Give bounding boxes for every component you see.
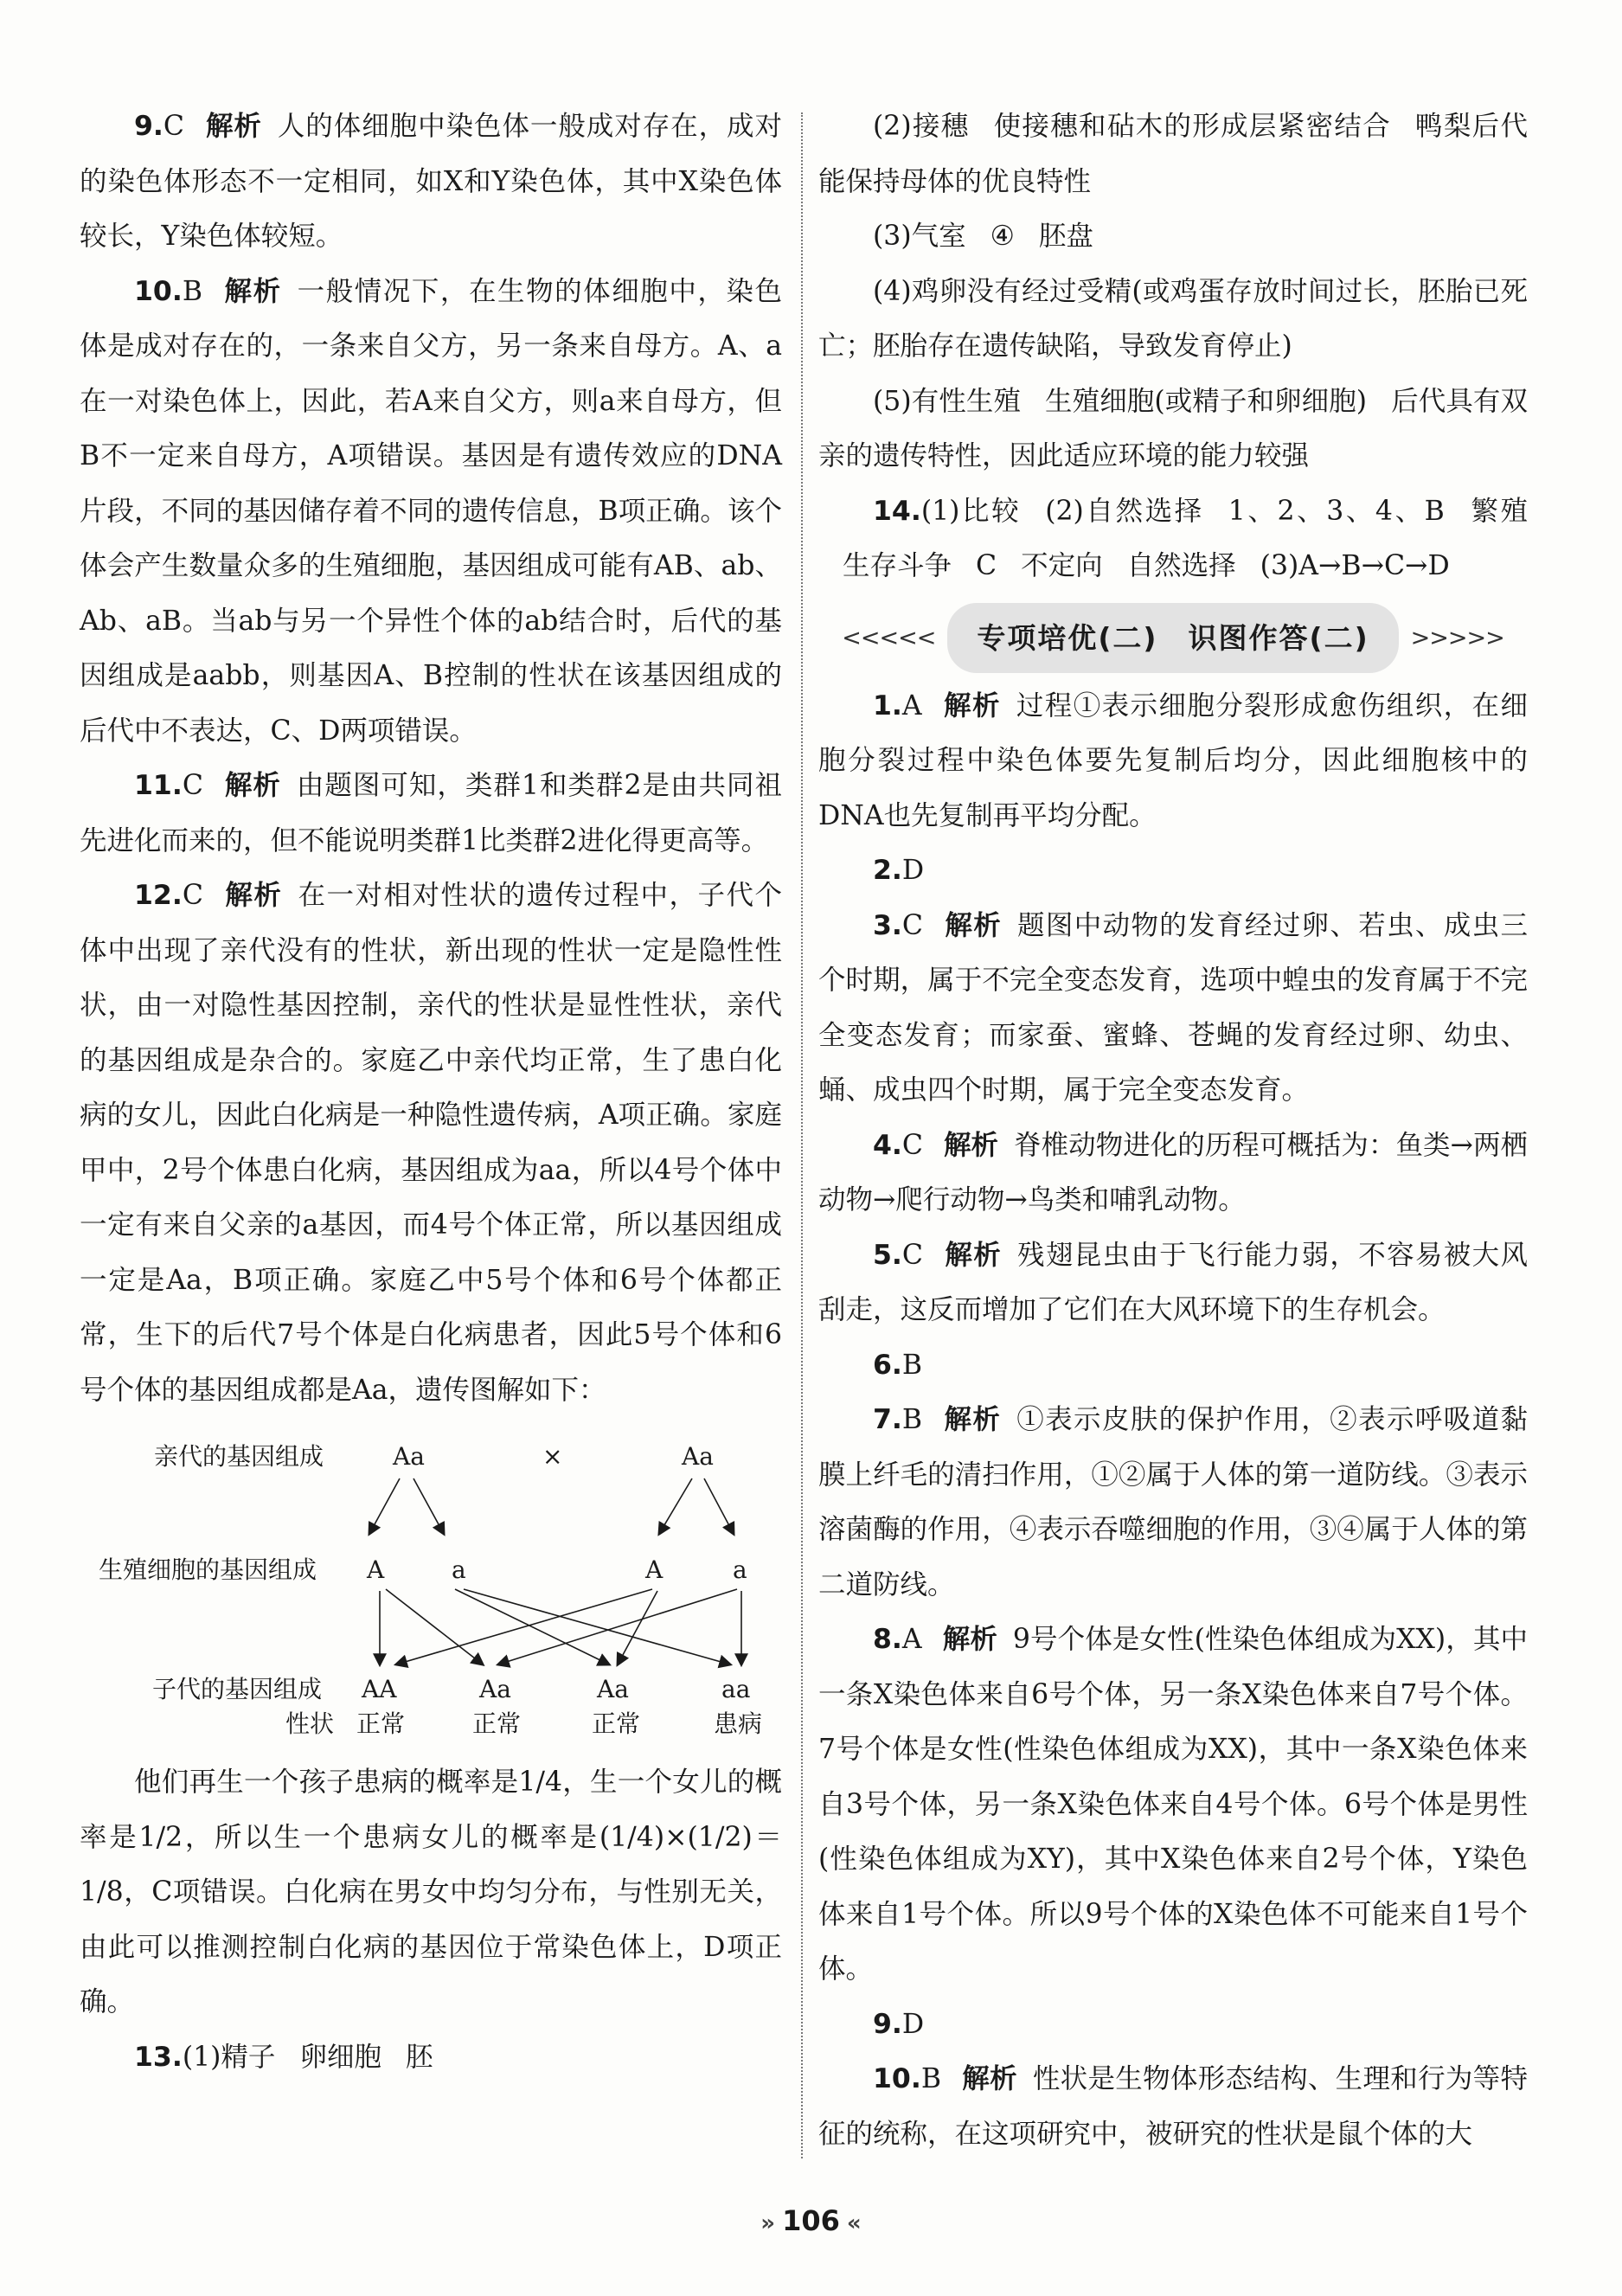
parent-1: Aa <box>393 1442 425 1471</box>
parent-2: Aa <box>682 1442 714 1471</box>
cross-sign: × <box>542 1442 563 1471</box>
offspring: Aa <box>479 1675 511 1703</box>
row-gamete-label: 生殖细胞的基因组成 <box>99 1555 317 1584</box>
arrow-a-aa1 <box>464 1589 730 1664</box>
answer-11: 11.C 解析 由题图可知，类群1和类群2是由共同祖先进化而来的，但不能说明类群1比类群2进化得更高等。 <box>80 770 782 856</box>
section-title: 专项培优(二) 识图作答(二) <box>947 603 1398 674</box>
answer-13-part1: 13.(1)精子 卵细胞 胚 <box>134 2041 433 2073</box>
answer-s4: 4.C 解析 脊椎动物进化的历程可概括为：鱼类→两栖动物→爬行动物→鸟类和哺乳动物。 <box>818 1129 1528 1215</box>
row-trait-label: 性状 <box>285 1709 335 1738</box>
page-number-value: 106 <box>782 2204 840 2237</box>
answer-s6: 6.B <box>873 1349 923 1381</box>
answer-13-part2: (2)接穗 使接穗和砧木的形成层紧密结合 鸭梨后代能保持母体的优良特性 <box>818 111 1528 197</box>
trait: 正常 <box>592 1709 641 1738</box>
answer-s2: 2.D <box>873 855 925 886</box>
row-offspring-label: 子代的基因组成 <box>152 1675 323 1703</box>
arrow-p2-A <box>659 1478 692 1534</box>
arrow-a2-Aa1 <box>498 1589 737 1664</box>
offspring: aa <box>721 1675 751 1703</box>
trait: 正常 <box>472 1709 522 1738</box>
left-column <box>80 99 782 2085</box>
arrow-A2-Aa2 <box>618 1591 657 1664</box>
answer-12-continued: 他们再生一个孩子患病的概率是1/4，生一个女儿的概率是1/2，所以生一个患病女儿的概率是(1/4)×(1/2)＝1/8，C项错误。白化病在男女中均匀分布，与性别无关，由此可以推测控制白化病的基因位于常染色体上，D项正确。 <box>80 1767 782 2017</box>
page-mark-left: » <box>760 2210 776 2236</box>
answer-s1: 1.A 解析 过程①表示细胞分裂形成愈伤组织，在细胞分裂过程中染色体要先复制后均分，因此细胞核中的DNA也先复制再平均分配。 <box>818 689 1528 831</box>
answer-12: 12.C 解析 在一对相对性状的遗传过程中，子代个体中出现了亲代没有的性状，新出现的性状一定是隐性性状，由一对隐性基因控制，亲代的性状是显性性状，亲代的基因组成是杂合的。家庭乙中亲代均正常，生了患白化病的女儿，因此白化病是一种隐性遗传病，A项正确。家庭甲中，2号个体患白化病，基因组成为aa，所以4号个体中一定有来自父亲的a基因，而4号个体正常，所以基因组成一定是Aa，B项正确。家庭乙中5号个体和6号个体都正常，生下的后代7号个体是白化病患者，因此5号个体和6号个体的基因组成都是Aa，遗传图解如下： <box>80 880 782 1406</box>
page-number <box>0 2204 1622 2237</box>
answer-14: 14.(1)比较 (2)自然选择 1、2、3、4、B 繁殖生存斗争 C 不定向 自然选择 (3)A→B→C→D <box>843 495 1528 581</box>
gamete: a <box>733 1555 747 1584</box>
page-mark-right: « <box>846 2210 862 2236</box>
answer-s10: 10.B 解析 性状是生物体形态结构、生理和行为等特征的统称，在这项研究中，被研究的性状是鼠个体的大 <box>818 2063 1528 2150</box>
answer-s5: 5.C 解析 残翅昆虫由于飞行能力弱，不容易被大风刮走，这反而增加了它们在大风环境下的生存机会。 <box>818 1239 1528 1325</box>
answer-13-part3: (3)气室 ④ 胚盘 <box>873 221 1093 252</box>
arrow-p1-a <box>414 1478 444 1534</box>
answer-s9: 9.D <box>873 2008 925 2040</box>
answer-9: 9.C 解析 人的体细胞中染色体一般成对存在，成对的染色体形态不一定相同，如X和Y染色体，其中X染色体较长，Y染色体较短。 <box>80 111 782 252</box>
right-column <box>818 99 1528 2162</box>
trait: 正常 <box>356 1709 406 1738</box>
offspring: Aa <box>597 1675 629 1703</box>
gamete: a <box>452 1555 466 1584</box>
banner-left-arrows: <<<<< <box>842 624 936 651</box>
answer-10: 10.B 解析 一般情况下，在生物的体细胞中，染色体是成对存在的，一条来自父方，另一条来自母方。A、a在一对染色体上，因此，若A来自父方，则a来自母方，但B不一定来自母方，A项错误。基因是有遗传效应的DNA片段，不同的基因储存着不同的遗传信息，B项正确。该个体会产生数量众多的生殖细胞，基因组成可能有AB、ab、Ab、aB。当ab与另一个异性个体的ab结合时，后代的基因组成是aabb，则基因A、B控制的性状在该基因组成的后代中不表达，C、D两项错误。 <box>80 275 782 747</box>
arrow-p2-a <box>704 1478 734 1534</box>
answer-s3: 3.C 解析 题图中动物的发育经过卵、若虫、成虫三个时期，属于不完全变态发育，选项中蝗虫的发育属于不完全变态发育；而家蚕、蜜蜂、苍蝇的发育经过卵、幼虫、蛹、成虫四个时期，属于完全变态发育。 <box>818 909 1528 1106</box>
offspring: AA <box>362 1675 397 1703</box>
answer-s7: 7.B 解析 ①表示皮肤的保护作用，②表示呼吸道黏膜上纤毛的清扫作用，①②属于人体的第一道防线。③表示溶菌酶的作用，④表示吞噬细胞的作用，③④属于人体的第二道防线。 <box>818 1404 1528 1600</box>
arrow-p1-A <box>369 1478 400 1534</box>
row-parent-label: 亲代的基因组成 <box>154 1442 324 1471</box>
trait: 患病 <box>714 1709 763 1738</box>
section-banner <box>818 603 1528 674</box>
banner-right-arrows: >>>>> <box>1410 624 1504 651</box>
column-divider <box>801 112 803 2158</box>
answer-s8: 8.A 解析 9号个体是女性(性染色体组成为XX)，其中一条X染色体来自6号个体，另一条X染色体来自7号个体。7号个体是女性(性染色体组成为XX)，其中一条X染色体来自3号个体，另一条X染色体来自4号个体。6号个体是男性(性染色体组成为XY)，其中X染色体来自2号个体，Y染色体来自1号个体。所以9号个体的X染色体不可能来自1号个体。 <box>818 1624 1528 1985</box>
gamete: A <box>645 1555 664 1584</box>
answer-13-part4: (4)鸡卵没有经过受精(或鸡蛋存放时间过长，胚胎已死亡；胚胎存在遗传缺陷，导致发育停止) <box>818 275 1528 362</box>
inheritance-diagram <box>80 1420 782 1748</box>
answer-13-part5: (5)有性生殖 生殖细胞(或精子和卵细胞) 后代具有双亲的遗传特性，因此适应环境的能力较强 <box>818 385 1528 471</box>
gamete: A <box>367 1555 385 1584</box>
